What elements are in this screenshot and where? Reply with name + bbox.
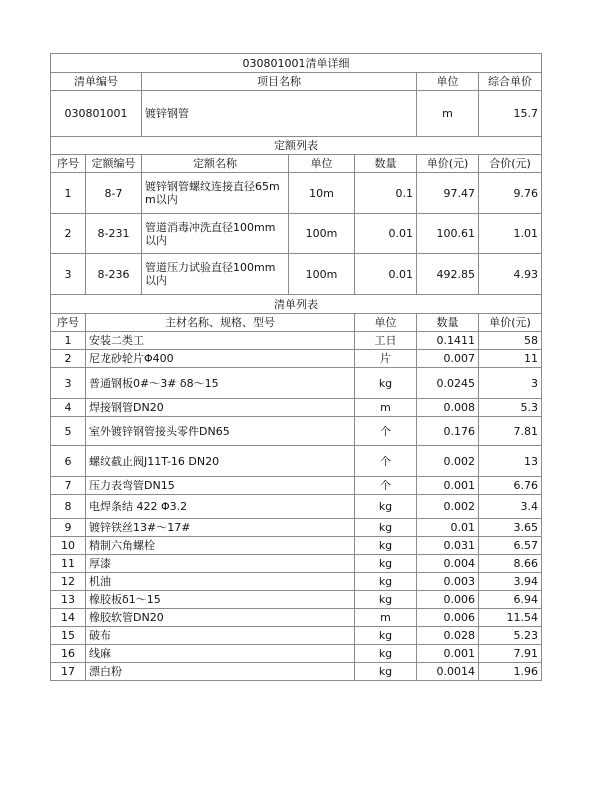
materials-section-title: 清单列表 [51, 295, 542, 314]
material-qty: 0.028 [417, 627, 479, 645]
quota-price: 492.85 [417, 254, 479, 295]
material-row [51, 519, 542, 537]
material-no: 12 [51, 573, 86, 591]
quota-header: 合价(元) [479, 155, 542, 173]
quota-section-title: 定额列表 [51, 137, 542, 155]
detail-table [50, 53, 542, 681]
material-unit: 工日 [355, 332, 417, 350]
materials-header-row [51, 314, 542, 332]
material-name: 线麻 [86, 645, 355, 663]
quota-row [51, 214, 542, 254]
quota-code: 8-236 [86, 254, 142, 295]
quota-qty: 0.01 [355, 214, 417, 254]
material-price: 3.94 [479, 573, 542, 591]
material-row [51, 417, 542, 446]
material-row [51, 495, 542, 519]
material-name: 焊接钢管DN20 [86, 399, 355, 417]
material-row [51, 627, 542, 645]
summary-unit: m [417, 91, 479, 137]
material-qty: 0.0014 [417, 663, 479, 681]
material-unit: kg [355, 495, 417, 519]
material-price: 58 [479, 332, 542, 350]
quota-row [51, 173, 542, 214]
material-no: 13 [51, 591, 86, 609]
material-no: 15 [51, 627, 86, 645]
material-no: 8 [51, 495, 86, 519]
material-no: 6 [51, 446, 86, 477]
material-row [51, 573, 542, 591]
materials-header: 单位 [355, 314, 417, 332]
quota-unit: 10m [289, 173, 355, 214]
material-unit: kg [355, 368, 417, 399]
material-no: 9 [51, 519, 86, 537]
material-row [51, 399, 542, 417]
material-price: 5.23 [479, 627, 542, 645]
summary-header: 单位 [417, 73, 479, 91]
material-price: 6.57 [479, 537, 542, 555]
material-row [51, 591, 542, 609]
material-price: 3 [479, 368, 542, 399]
quota-total: 9.76 [479, 173, 542, 214]
material-qty: 0.006 [417, 591, 479, 609]
material-unit: 个 [355, 477, 417, 495]
material-no: 10 [51, 537, 86, 555]
materials-header: 序号 [51, 314, 86, 332]
materials-header: 主材名称、规格、型号 [86, 314, 355, 332]
material-price: 5.3 [479, 399, 542, 417]
material-name: 压力表弯管DN15 [86, 477, 355, 495]
material-row [51, 537, 542, 555]
material-qty: 0.001 [417, 645, 479, 663]
quota-unit: 100m [289, 254, 355, 295]
quota-no: 3 [51, 254, 86, 295]
material-name: 普通钢板0#～3# δ8～15 [86, 368, 355, 399]
material-qty: 0.176 [417, 417, 479, 446]
quota-qty: 0.01 [355, 254, 417, 295]
summary-header: 综合单价 [479, 73, 542, 91]
material-no: 17 [51, 663, 86, 681]
material-unit: kg [355, 537, 417, 555]
quota-price: 100.61 [417, 214, 479, 254]
quota-total: 1.01 [479, 214, 542, 254]
material-name: 安装二类工 [86, 332, 355, 350]
material-qty: 0.1411 [417, 332, 479, 350]
material-unit: kg [355, 555, 417, 573]
material-unit: kg [355, 627, 417, 645]
quota-code: 8-7 [86, 173, 142, 214]
material-price: 1.96 [479, 663, 542, 681]
material-price: 7.91 [479, 645, 542, 663]
material-unit: kg [355, 573, 417, 591]
summary-code: 030801001 [51, 91, 142, 137]
material-qty: 0.031 [417, 537, 479, 555]
material-unit: 个 [355, 446, 417, 477]
material-qty: 0.001 [417, 477, 479, 495]
material-qty: 0.003 [417, 573, 479, 591]
quota-header-row [51, 155, 542, 173]
material-name: 厚漆 [86, 555, 355, 573]
material-row [51, 368, 542, 399]
material-qty: 0.01 [417, 519, 479, 537]
material-qty: 0.007 [417, 350, 479, 368]
material-name: 破布 [86, 627, 355, 645]
material-price: 8.66 [479, 555, 542, 573]
quota-no: 1 [51, 173, 86, 214]
summary-header: 清单编号 [51, 73, 142, 91]
quota-unit: 100m [289, 214, 355, 254]
material-price: 6.94 [479, 591, 542, 609]
material-name: 漂白粉 [86, 663, 355, 681]
summary-row [51, 91, 542, 137]
material-no: 7 [51, 477, 86, 495]
material-unit: m [355, 399, 417, 417]
summary-header: 项目名称 [142, 73, 417, 91]
material-name: 橡胶板δ1～15 [86, 591, 355, 609]
material-row [51, 663, 542, 681]
material-name: 电焊条结 422 Φ3.2 [86, 495, 355, 519]
quota-price: 97.47 [417, 173, 479, 214]
quota-name: 管道消毒冲洗直径100mm以内 [142, 214, 289, 254]
materials-header: 单价(元) [479, 314, 542, 332]
quota-header: 单价(元) [417, 155, 479, 173]
quota-header: 定额名称 [142, 155, 289, 173]
material-no: 11 [51, 555, 86, 573]
material-no: 4 [51, 399, 86, 417]
quota-section-row [51, 137, 542, 155]
material-price: 3.65 [479, 519, 542, 537]
material-price: 11 [479, 350, 542, 368]
material-price: 13 [479, 446, 542, 477]
summary-name: 镀锌钢管 [142, 91, 417, 137]
material-row [51, 645, 542, 663]
material-qty: 0.0245 [417, 368, 479, 399]
material-row [51, 332, 542, 350]
title-row [51, 54, 542, 73]
material-unit: kg [355, 591, 417, 609]
summary-price: 15.7 [479, 91, 542, 137]
material-row [51, 609, 542, 627]
quota-header: 单位 [289, 155, 355, 173]
material-no: 14 [51, 609, 86, 627]
material-name: 螺纹截止阀J11T-16 DN20 [86, 446, 355, 477]
summary-header-row [51, 73, 542, 91]
material-name: 机油 [86, 573, 355, 591]
material-qty: 0.002 [417, 495, 479, 519]
material-unit: m [355, 609, 417, 627]
material-unit: 个 [355, 417, 417, 446]
material-row [51, 555, 542, 573]
material-row [51, 350, 542, 368]
materials-header: 数量 [417, 314, 479, 332]
material-name: 镀锌铁丝13#～17# [86, 519, 355, 537]
quota-total: 4.93 [479, 254, 542, 295]
materials-body [51, 332, 542, 681]
material-price: 6.76 [479, 477, 542, 495]
material-name: 精制六角螺栓 [86, 537, 355, 555]
material-price: 3.4 [479, 495, 542, 519]
material-name: 室外镀锌钢管接头零件DN65 [86, 417, 355, 446]
quota-no: 2 [51, 214, 86, 254]
material-name: 橡胶软管DN20 [86, 609, 355, 627]
material-unit: 片 [355, 350, 417, 368]
materials-section-row [51, 295, 542, 314]
quota-header: 数量 [355, 155, 417, 173]
material-unit: kg [355, 519, 417, 537]
material-name: 尼龙砂轮片Φ400 [86, 350, 355, 368]
material-price: 11.54 [479, 609, 542, 627]
quota-qty: 0.1 [355, 173, 417, 214]
quota-name: 镀锌钢管螺纹连接直径65mm以内 [142, 173, 289, 214]
quota-row [51, 254, 542, 295]
material-price: 7.81 [479, 417, 542, 446]
material-qty: 0.002 [417, 446, 479, 477]
material-unit: kg [355, 645, 417, 663]
material-row [51, 446, 542, 477]
material-no: 1 [51, 332, 86, 350]
material-qty: 0.004 [417, 555, 479, 573]
material-no: 16 [51, 645, 86, 663]
quota-header: 序号 [51, 155, 86, 173]
material-unit: kg [355, 663, 417, 681]
material-no: 3 [51, 368, 86, 399]
material-qty: 0.006 [417, 609, 479, 627]
material-row [51, 477, 542, 495]
quota-code: 8-231 [86, 214, 142, 254]
quota-name: 管道压力试验直径100mm以内 [142, 254, 289, 295]
material-qty: 0.008 [417, 399, 479, 417]
table-title: 030801001清单详细 [51, 54, 542, 73]
material-no: 2 [51, 350, 86, 368]
quota-header: 定额编号 [86, 155, 142, 173]
material-no: 5 [51, 417, 86, 446]
